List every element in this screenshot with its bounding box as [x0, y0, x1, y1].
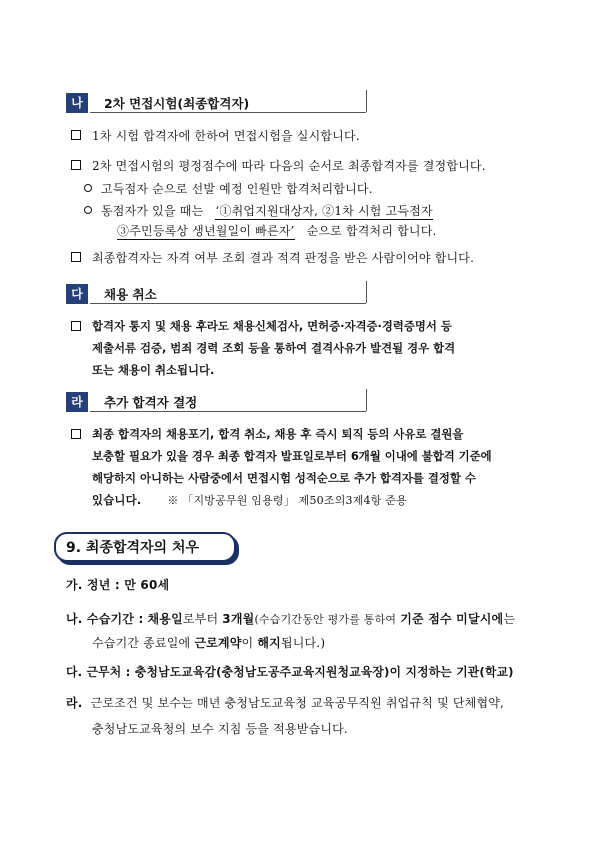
section-title: 2차 면접시험(최종합격자) [104, 96, 250, 111]
text: 해지 [257, 636, 281, 650]
text: 이 [241, 636, 254, 650]
note: ※ 「지방공무원 임용령」 제50조의3제4항 준용 [167, 494, 407, 507]
text: 수습기간 종료일에 [92, 636, 191, 650]
list-item-cont: 해당하지 아니하는 사람중에서 면접시험 성적순으로 추가 합격자를 결정할 수 [92, 471, 476, 485]
item-na [66, 610, 515, 627]
section-badge: 나 [66, 93, 88, 113]
section-title: 추가 합격자 결정 [104, 395, 198, 410]
checkbox-square-icon [71, 160, 81, 170]
text: 채용일 [147, 612, 183, 626]
list-item: 최종합격자는 자격 여부 조회 결과 적격 판정을 받은 사람이어야 합니다. [92, 251, 475, 265]
list-item: 1차 시험 합격자에 한하여 면접시험을 실시합니다. [92, 129, 360, 143]
text: 동점자가 있을 때는 [101, 204, 204, 218]
text: 근로계약 [194, 636, 242, 650]
text: 라. [66, 696, 83, 710]
item-ra [66, 694, 504, 711]
underlined-text: ‘①취업지원대상자, ②1차 시험 고득점자 [215, 204, 433, 218]
list-item: 최종 합격자의 채용포기, 합격 취소, 채용 후 즉시 퇴직 등의 사유로 결원을 [92, 427, 464, 441]
list-item-cont: 또는 채용이 취소됩니다. [92, 363, 215, 377]
text: 기준 점수 미달시에 [400, 612, 504, 626]
divider [90, 411, 366, 412]
section9-header [54, 532, 236, 562]
circle-bullet-icon [84, 184, 92, 192]
list-item-cont [117, 222, 437, 239]
text: 됩니다.) [280, 636, 326, 650]
section-badge: 라 [66, 392, 88, 412]
list-item-cont: 보충할 필요가 있을 경우 최종 합격자 발표일로부터 6개월 이내에 불합격 기준에 [92, 449, 492, 463]
item-ra-cont: 충청남도교육청의 보수 지침 등을 적용받습니다. [92, 722, 348, 736]
list-item: 합격자 통지 및 채용 후라도 채용신체검사, 면허증·자격증·경력증명서 등 [92, 319, 452, 333]
text: 로부터 [182, 612, 219, 626]
text: (수습기간동안 평가를 통하여 [254, 613, 397, 626]
divider [366, 90, 367, 112]
list-item [101, 202, 433, 219]
text: 순으로 합격처리 합니다. [306, 224, 437, 238]
checkbox-square-icon [71, 321, 81, 331]
circle-bullet-icon [84, 206, 92, 214]
list-item-cont [92, 492, 407, 508]
checkbox-square-icon [71, 429, 81, 439]
checkbox-square-icon [71, 130, 81, 140]
divider [366, 389, 367, 411]
text: 근로조건 및 보수는 매년 충청남도교육청 교육공무직원 취업규칙 및 단체협약, [90, 696, 505, 710]
list-item: 2차 면접시험의 평정점수에 따라 다음의 순서로 최종합격자를 결정합니다. [92, 159, 486, 173]
divider [90, 303, 366, 304]
text: 있습니다. [92, 493, 142, 507]
section-badge: 다 [66, 284, 88, 304]
checkbox-square-icon [71, 252, 81, 262]
text: 3개월 [222, 612, 255, 626]
item-ga: 가. 정년 : 만 60세 [66, 578, 170, 592]
item-da: 다. 근무처 : 충청남도교육감(충청남도공주교육지원청교육장)이 지정하는 기관(학교) [66, 665, 514, 679]
list-item-cont: 제출서류 검증, 범죄 경력 조회 등을 통하여 결격사유가 발견될 경우 합격 [92, 341, 456, 355]
text: 는 [503, 612, 516, 626]
section-title: 채용 취소 [104, 287, 157, 302]
list-item: 고득점자 순으로 선발 예정 인원만 합격처리합니다. [101, 182, 373, 196]
text: 나. 수습기간 : [66, 612, 144, 626]
section9-title: 9. 최종합격자의 처우 [66, 540, 199, 556]
divider [366, 281, 367, 303]
item-na-cont [92, 634, 325, 651]
underlined-text: ③주민등록상 생년월일이 빠른자’ [117, 224, 295, 238]
divider [90, 112, 366, 113]
